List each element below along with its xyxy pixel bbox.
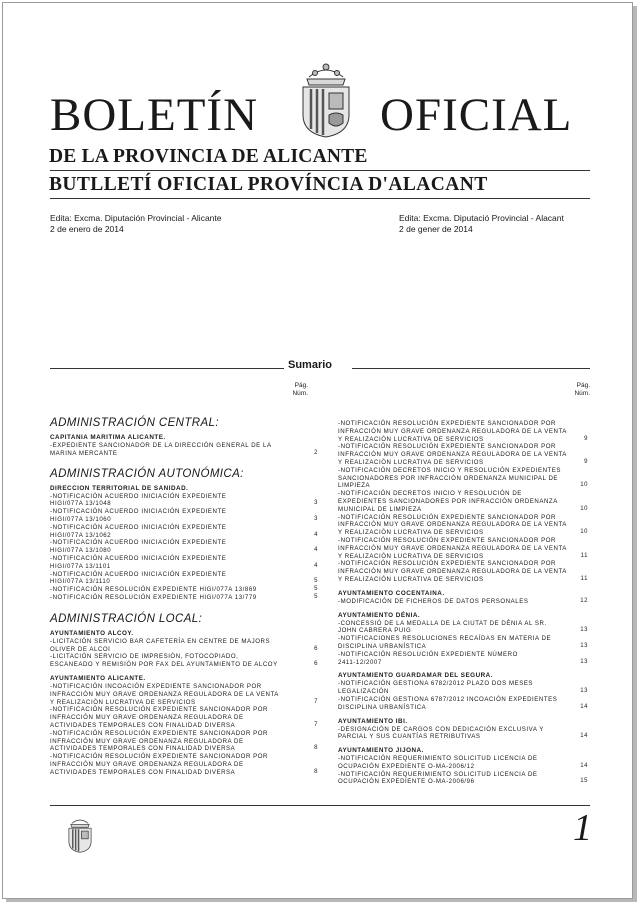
organization-name: CAPITANIA MARITIMA ALICANTE. [50, 434, 166, 441]
summary-entry[interactable] [338, 651, 590, 667]
coat-of-arms-icon [297, 59, 355, 139]
summary-entry-page: 5 [314, 586, 318, 593]
summary-right-column [338, 420, 590, 786]
organization-name: AYUNTAMIENTO ALICANTE. [50, 674, 146, 682]
summary-entry[interactable] [338, 560, 590, 583]
summary-entry[interactable] [50, 753, 320, 776]
summary-entry-text: -NOTIFICACIÓN ACUERDO INICIACIÓN EXPEDIENTE HIGI/077A 13/1110 [50, 570, 227, 586]
masthead-divider-bottom [50, 198, 590, 199]
summary-entry[interactable] [338, 420, 590, 443]
summary-entry-text: -NOTIFICACIÓN ACUERDO INICIACIÓN EXPEDIENTE HIGI/077A 13/1080 [50, 539, 227, 555]
summary-entry[interactable] [338, 490, 590, 513]
summary-entry[interactable] [50, 493, 320, 509]
summary-entry-text: -NOTIFICACIÓN RESOLUCIÓN EXPEDIENTE SANCIONADOR POR INFRACCIÓN MUY GRAVE ORDENANZA REGULADORA DE LA VENTA Y REALIZACIÓN LUCRATIVA DE SERVICIOS [338, 443, 567, 466]
summary-entry-text: -NOTIFICACIÓN RESOLUCIÓN EXPEDIENTE SANCIONADOR POR INFRACCIÓN MUY GRAVE ORDENANZA REGULADORA DE ACTIVIDADES TEMPORALES CON FINALIDAD DIVERSA [50, 729, 268, 753]
summary-entry[interactable] [50, 653, 320, 669]
summary-entry-text: -NOTIFICACIÓN RESOLUCIÓN EXPEDIENTE SANCIONADOR POR INFRACCIÓN MUY GRAVE ORDENANZA REGULADORA DE ACTIVIDADES TEMPORALES CON FINALIDAD DIVERSA [50, 706, 268, 729]
summary-entry-text: -NOTIFICACIÓN GESTIONA 6782/2012 PLAZO DOS MESES LEGALIZACIÓN [338, 680, 534, 696]
summary-entry-page: 10 [580, 505, 588, 512]
summary-entry-text: -NOTIFICACIÓN ACUERDO INICIACIÓN EXPEDIENTE HIGI/077A 13/1060 [50, 508, 227, 523]
summary-entry-text: -DESIGNACIÓN DE CARGOS CON DEDICACIÓN EXCLUSIVA Y PARCIAL Y SUS CUANTÍAS RETRIBUTIVAS [338, 725, 544, 741]
summary-entry[interactable] [50, 539, 320, 555]
organization-name: AYUNTAMIENTO JIJONA. [338, 747, 424, 755]
summary-entry-page: 13 [580, 627, 588, 634]
summary-entry[interactable] [338, 771, 590, 787]
summary-entry-text: -NOTIFICACIÓN DECRETOS INICIO Y RESOLUCIÓN DE EXPEDIENTES SANCIONADORES POR INFRACCIÓN ORDENANZA MUNICIPAL DE LIMPIEZA [338, 490, 558, 513]
summary-entry-text: -NOTIFICACIÓN RESOLUCIÓN EXPEDIENTE SANCIONADOR POR INFRACCIÓN MUY GRAVE ORDENANZA REGULADORA DE LA VENTA Y REALIZACIÓN LUCRATIVA DE SERVICIOS [338, 420, 567, 443]
summary-entry-text: -NOTIFICACIÓN ACUERDO INICIACIÓN EXPEDIENTE HIGI/077A 13/1048 [50, 492, 227, 508]
summary-entry-page: 4 [314, 562, 318, 569]
summary-entry[interactable] [338, 467, 590, 490]
summary-entry-page: 10 [580, 529, 588, 536]
summary-entry-page: 4 [314, 531, 318, 538]
summary-entry-page: 9 [584, 458, 588, 465]
section-title-autonomica: ADMINISTRACIÓN AUTONÓMICA: [50, 467, 244, 480]
summary-entry-page: 12 [580, 597, 588, 604]
issue-date-va: 2 de gener de 2014 [399, 224, 473, 234]
summary-entry[interactable] [338, 696, 590, 712]
organization-name: AYUNTAMIENTO GUARDAMAR DEL SEGURA. [338, 672, 493, 680]
summary-entry-text: -NOTIFICACIONES RESOLUCIONES RECAÍDAS EN MATERIA DE DISCIPLINA URBANÍSTICA [338, 635, 552, 650]
summary-entry-page: 10 [580, 482, 588, 489]
summary-entry-page: 13 [580, 658, 588, 665]
summary-entry-page: 14 [580, 762, 588, 769]
organization-name: AYUNTAMIENTO DÉNIA. [338, 611, 421, 619]
footer-coat-of-arms-icon [66, 814, 94, 854]
page-column-label-right: Pág. Núm. [574, 382, 590, 397]
summary-entry-text: -NOTIFICACIÓN REQUERIMIENTO SOLICITUD LICENCIA DE OCUPACIÓN EXPEDIENTE O-MA-2006/96 [338, 770, 538, 786]
publisher-va: Edita: Excma. Diputació Provincial - Alacant [399, 213, 564, 223]
section-title-central: ADMINISTRACIÓN CENTRAL: [50, 417, 219, 429]
masthead-title-right: OFICIAL [380, 89, 573, 141]
organization-name: AYUNTAMIENTO IBI. [338, 717, 408, 725]
summary-entry-page: 5 [314, 593, 318, 600]
summary-entry-page: 13 [580, 688, 588, 695]
summary-entry-page: 8 [314, 745, 318, 752]
summary-entry-text: -NOTIFICACIÓN RESOLUCIÓN EXPEDIENTE SANCIONADOR POR INFRACCIÓN MUY GRAVE ORDENANZA REGULADORA DE LA VENTA Y REALIZACIÓN LUCRATIVA DE SERVICIOS [338, 560, 567, 583]
summary-entry[interactable] [338, 537, 590, 560]
summary-entry-text: -LICITACIÓN SERVICIO BAR CAFETERÍA EN CENTRE DE MAJORS OLIVER DE ALCOI [50, 637, 271, 653]
summary-entry-text: -NOTIFICACIÓN RESOLUCIÓN EXPEDIENTE HIGI/077A 13/779 [50, 593, 257, 601]
summary-rule-right [352, 368, 590, 369]
footer-rule [50, 805, 590, 806]
summary-entry-text: -NOTIFICACIÓN REQUERIMIENTO SOLICITUD LICENCIA DE OCUPACIÓN EXPEDIENTE O-MA-2006/12 [338, 755, 538, 770]
summary-entry[interactable] [338, 443, 590, 466]
masthead-subtitle-es: DE LA PROVINCIA DE ALICANTE [49, 146, 368, 167]
summary-entry[interactable] [50, 442, 320, 458]
page-shadow-right [633, 6, 637, 901]
summary-entry[interactable] [338, 598, 590, 606]
summary-entry-text: -NOTIFICACIÓN RESOLUCIÓN EXPEDIENTE NÚMERO 2411-12/2007 [338, 650, 518, 666]
summary-entry-page: 8 [314, 768, 318, 775]
summary-entry-text: -NOTIFICACIÓN ACUERDO INICIACIÓN EXPEDIENTE HIGI/077A 13/1101 [50, 554, 227, 570]
summary-entry-page: 14 [580, 733, 588, 740]
summary-entry[interactable] [50, 706, 320, 729]
summary-entry-text: -NOTIFICACIÓN INCOACIÓN EXPEDIENTE SANCIONADOR POR INFRACCIÓN MUY GRAVE ORDENANZA REGULADORA DE LA VENTA Y REALIZACIÓN LUCRATIVA DE SERVICIOS [50, 682, 279, 706]
summary-entry-text: -EXPEDIENTE SANCIONADOR DE LA DIRECCIÓN GENERAL DE LA MARINA MERCANTE [50, 442, 272, 457]
summary-entry[interactable] [338, 680, 590, 696]
section-title-local: ADMINISTRACIÓN LOCAL: [50, 612, 203, 625]
summary-entry[interactable] [50, 730, 320, 753]
summary-entry-text: -NOTIFICACIÓN RESOLUCIÓN EXPEDIENTE SANCIONADOR POR INFRACCIÓN MUY GRAVE ORDENANZA REGULADORA DE ACTIVIDADES TEMPORALES CON FINALIDAD DIVERSA [50, 753, 268, 776]
summary-left-column [50, 416, 320, 777]
summary-entry-page: 6 [314, 645, 318, 652]
summary-entry-text: -LICITACIÓN SERVICIO DE IMPRESIÓN, FOTOCOPIADO, ESCANEADO Y REMISIÓN POR FAX DEL AYUNTAMIENTO DE ALCOY [50, 653, 278, 669]
summary-entry[interactable] [50, 594, 320, 602]
masthead-divider [50, 170, 590, 171]
organization-name: AYUNTAMIENTO COCENTAINA. [338, 589, 445, 597]
summary-entry-text: -NOTIFICACIÓN DECRETOS INICIO Y RESOLUCIÓN EXPEDIENTES SANCIONADORES POR INFRACCIÓN ORDENANZA MUNICIPAL DE LIMPIEZA [338, 466, 562, 490]
summary-entry-page: 4 [314, 547, 318, 554]
publisher-es: Edita: Excma. Diputación Provincial - Alicante [50, 213, 222, 223]
summary-entry[interactable] [50, 555, 320, 571]
summary-entry-page: 5 [314, 578, 318, 585]
summary-entry-page: 11 [580, 552, 588, 559]
summary-entry-page: 15 [580, 778, 588, 785]
page-shadow-bottom [6, 899, 637, 902]
summary-entry-text: -MODIFICACIÓN DE FICHEROS DE DATOS PERSONALES [338, 597, 529, 605]
masthead-title-left: BOLETÍN [50, 89, 259, 141]
summary-entry-text: -NOTIFICACIÓN ACUERDO INICIACIÓN EXPEDIENTE HIGI/077A 13/1062 [50, 523, 227, 539]
summary-entry[interactable] [50, 571, 320, 587]
summary-entry[interactable] [338, 635, 590, 651]
summary-entry-text: -NOTIFICACIÓN RESOLUCIÓN EXPEDIENTE SANCIONADOR POR INFRACCIÓN MUY GRAVE ORDENANZA REGULADORA DE LA VENTA Y REALIZACIÓN LUCRATIVA DE SERVICIOS [338, 513, 567, 537]
summary-title: Sumario [288, 359, 333, 371]
summary-entry-page: 3 [314, 515, 318, 522]
summary-entry[interactable] [338, 726, 590, 742]
summary-entry[interactable] [338, 620, 590, 636]
summary-entry-page: 7 [314, 698, 318, 705]
summary-entry-text: -NOTIFICACIÓN RESOLUCIÓN EXPEDIENTE HIGI/077A 13/869 [50, 586, 257, 594]
masthead-subtitle-va: BUTLLETÍ OFICIAL PROVÍNCIA D'ALACANT [49, 174, 488, 195]
page-number: 1 [573, 807, 592, 849]
summary-entry-page: 11 [580, 575, 588, 582]
summary-entry-page: 14 [580, 703, 588, 710]
summary-entry[interactable] [50, 683, 320, 706]
summary-entry[interactable] [50, 638, 320, 654]
summary-entry[interactable] [50, 524, 320, 540]
summary-entry-text: -CONCESSIÓ DE LA MEDALLA DE LA CIUTAT DE DÉNIA AL SR. JOHN CABRERA PUIG [338, 619, 547, 635]
summary-entry[interactable] [50, 508, 320, 524]
summary-entry-page: 3 [314, 500, 318, 507]
summary-entry-page: 6 [314, 661, 318, 668]
organization-name: DIRECCION TERRITORIAL DE SANIDAD. [50, 484, 189, 492]
summary-entry-text: -NOTIFICACIÓN RESOLUCIÓN EXPEDIENTE SANCIONADOR POR INFRACCIÓN MUY GRAVE ORDENANZA REGULADORA DE LA VENTA Y REALIZACIÓN LUCRATIVA DE SERVICIOS [338, 536, 567, 560]
summary-entry-text: -NOTIFICACIÓN GESTIONA 6787/2012 INCOACIÓN EXPEDIENTES DISCIPLINA URBANÍSTICA [338, 695, 558, 711]
summary-entry-page: 2 [314, 449, 318, 456]
summary-rule-left [50, 368, 284, 369]
summary-entry[interactable] [50, 586, 320, 594]
summary-entry[interactable] [338, 514, 590, 537]
summary-entry-page: 7 [314, 721, 318, 728]
summary-entry-page: 13 [580, 642, 588, 649]
summary-entry-page: 9 [584, 435, 588, 442]
issue-date-es: 2 de enero de 2014 [50, 224, 124, 234]
page-column-label-left: Pág. Núm. [292, 382, 308, 397]
organization-name: AYUNTAMIENTO ALCOY. [50, 629, 134, 637]
summary-entry[interactable] [338, 755, 590, 771]
